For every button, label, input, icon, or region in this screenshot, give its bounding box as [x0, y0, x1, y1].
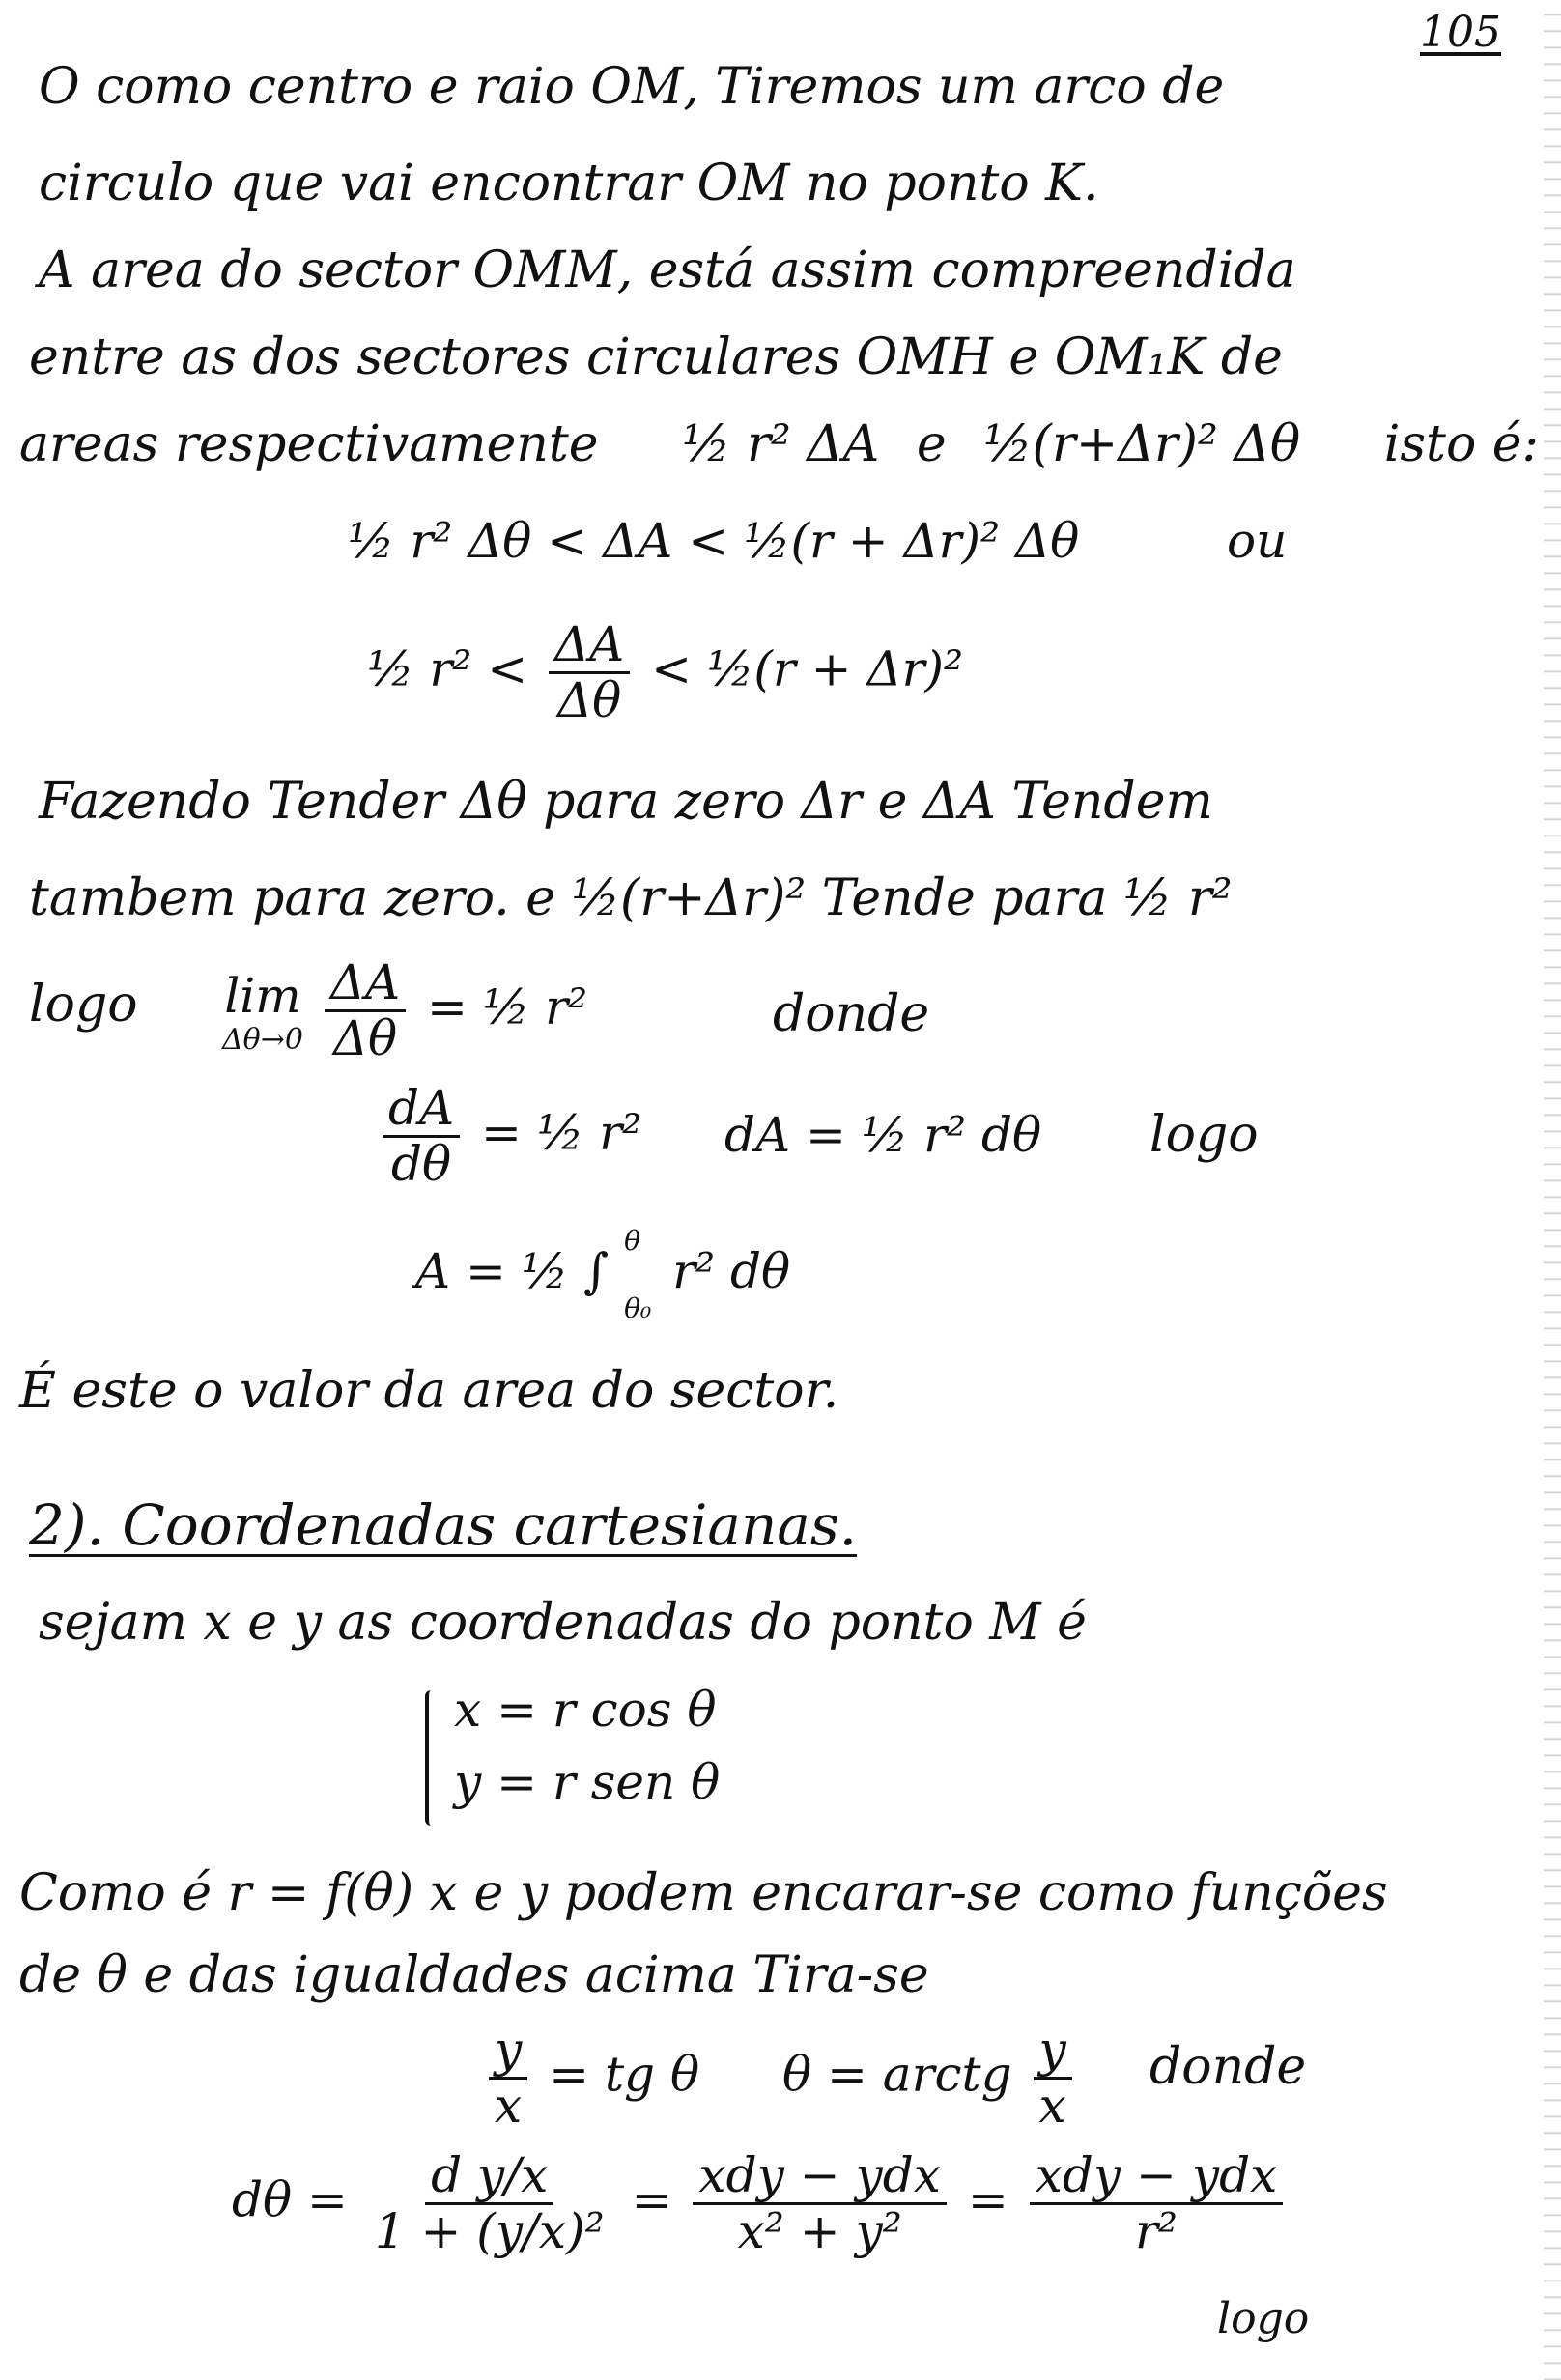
dtheta-f2-num: xdy − ydx	[693, 2149, 947, 2205]
integral-lhs: A = ½ ∫	[415, 1243, 610, 1299]
derivative-rhs: = ½ r²	[481, 1104, 642, 1161]
limit-fraction	[325, 956, 406, 1065]
dtheta-f1-den: 1 + (y/x)²	[374, 2203, 605, 2259]
paragraph-line-5	[19, 415, 1539, 473]
theta-fraction	[1034, 2024, 1072, 2133]
paragraph2-line-2: tambem para zero. e ½(r+Δr)² Tende para ½ r²	[29, 869, 1233, 927]
logo-word-2: logo	[1217, 2294, 1310, 2343]
isto-e-word: isto é:	[1383, 415, 1540, 473]
dtheta-f2-den: x² + y²	[737, 2203, 902, 2259]
theta-num: y	[1034, 2024, 1072, 2080]
logo-label: logo	[29, 976, 138, 1034]
limit-word: lim	[224, 967, 301, 1024]
paragraph-line-4: entre as dos sectores circulares OMH e OM₁K de	[29, 328, 1283, 386]
inequality-1: ½ r² Δθ < ΔA < ½(r + Δr)² Δθ	[348, 513, 1080, 569]
paragraph-line-1: O como centro e raio OM, Tiremos um arco de	[39, 58, 1225, 116]
inequality-2-left: ½ r² <	[367, 640, 528, 697]
ou-word: ou	[1227, 513, 1288, 569]
section-heading: 2). Coordenadas cartesianas.	[29, 1492, 858, 1558]
inequality-2-den: Δθ	[557, 672, 622, 728]
derivative-equation	[377, 1082, 641, 1191]
integral-limits	[624, 1227, 651, 1323]
integral-integrand: r² dθ	[672, 1243, 791, 1299]
dtheta-lhs: dθ =	[232, 2171, 348, 2228]
paragraph2-line-1: Fazendo Tender Δθ para zero Δr e ΔA Tendem	[39, 773, 1213, 831]
ratio-den: x	[495, 2078, 523, 2134]
inequality-2-fraction	[549, 618, 630, 727]
sector-area-large: ½(r+Δr)² Δθ	[983, 415, 1301, 473]
limit-num: ΔA	[325, 956, 406, 1012]
theta-den: x	[1038, 2078, 1066, 2134]
dtheta-fraction-2	[693, 2149, 947, 2258]
dtheta-fraction-3	[1030, 2149, 1284, 2258]
page-number: 105	[1420, 8, 1501, 57]
limit-subscript: Δθ→0	[222, 1022, 303, 1057]
dtheta-equation	[232, 2149, 1289, 2258]
scan-edge-artifact	[1544, 0, 1561, 2380]
integral-equation	[415, 1227, 790, 1323]
paragraph3-line-1: Como é r = f(θ) x e y podem encarar-se como funções	[19, 1864, 1388, 1922]
system-x-equation: x = r cos θ	[454, 1682, 717, 1738]
derivative-den: dθ	[391, 1136, 452, 1192]
paragraph-line-2: circulo que vai encontrar OM no ponto K.	[39, 155, 1099, 212]
limit-den: Δθ	[332, 1010, 398, 1066]
differential-equation: dA = ½ r² dθ	[724, 1107, 1042, 1163]
donde-word-1: donde	[773, 985, 930, 1043]
system-brace	[425, 1690, 446, 1826]
section-intro: sejam x e y as coordenadas do ponto M é	[39, 1594, 1087, 1652]
dtheta-fraction-1	[369, 2149, 610, 2258]
paragraph3-line-2: de θ e das igualdades acima Tira-se	[19, 1946, 929, 2004]
dtheta-f3-num: xdy − ydx	[1030, 2149, 1284, 2205]
limit-operator	[222, 967, 303, 1056]
theta-lhs: θ = arctg	[782, 2046, 1012, 2103]
theta-equation	[782, 2024, 1078, 2133]
logo-word-1: logo	[1149, 1106, 1259, 1164]
ratio-num: y	[489, 2024, 527, 2080]
integral-lower: θ₀	[624, 1292, 652, 1324]
derivative-num: dA	[383, 1082, 460, 1138]
ratio-equation	[483, 2024, 699, 2133]
donde-word-2: donde	[1149, 2038, 1307, 2096]
paragraph-line-5-text: areas respectivamente	[19, 415, 599, 473]
inequality-2-num: ΔA	[549, 618, 630, 674]
limit-expression	[222, 956, 587, 1065]
inequality-2-right: < ½(r + Δr)²	[651, 640, 964, 697]
integral-upper: θ	[624, 1225, 640, 1257]
sector-area-small: ½ r² ΔA	[682, 415, 880, 473]
dtheta-f1-num: d y/x	[425, 2149, 553, 2205]
inequality-2	[367, 618, 963, 727]
equals-sign-1: =	[631, 2171, 672, 2228]
and-word: e	[916, 415, 947, 473]
dtheta-f3-den: r²	[1135, 2203, 1178, 2259]
conclusion-line: É este o valor da area do sector.	[19, 1362, 839, 1420]
system-y-equation: y = r sen θ	[454, 1754, 721, 1810]
ratio-fraction	[489, 2024, 527, 2133]
derivative-fraction	[383, 1082, 460, 1191]
equals-sign-2: =	[967, 2171, 1008, 2228]
limit-rhs: = ½ r²	[426, 978, 588, 1035]
ratio-rhs: = tg θ	[549, 2046, 700, 2103]
paragraph-line-3: A area do sector OMM, está assim compreendida	[39, 241, 1296, 299]
